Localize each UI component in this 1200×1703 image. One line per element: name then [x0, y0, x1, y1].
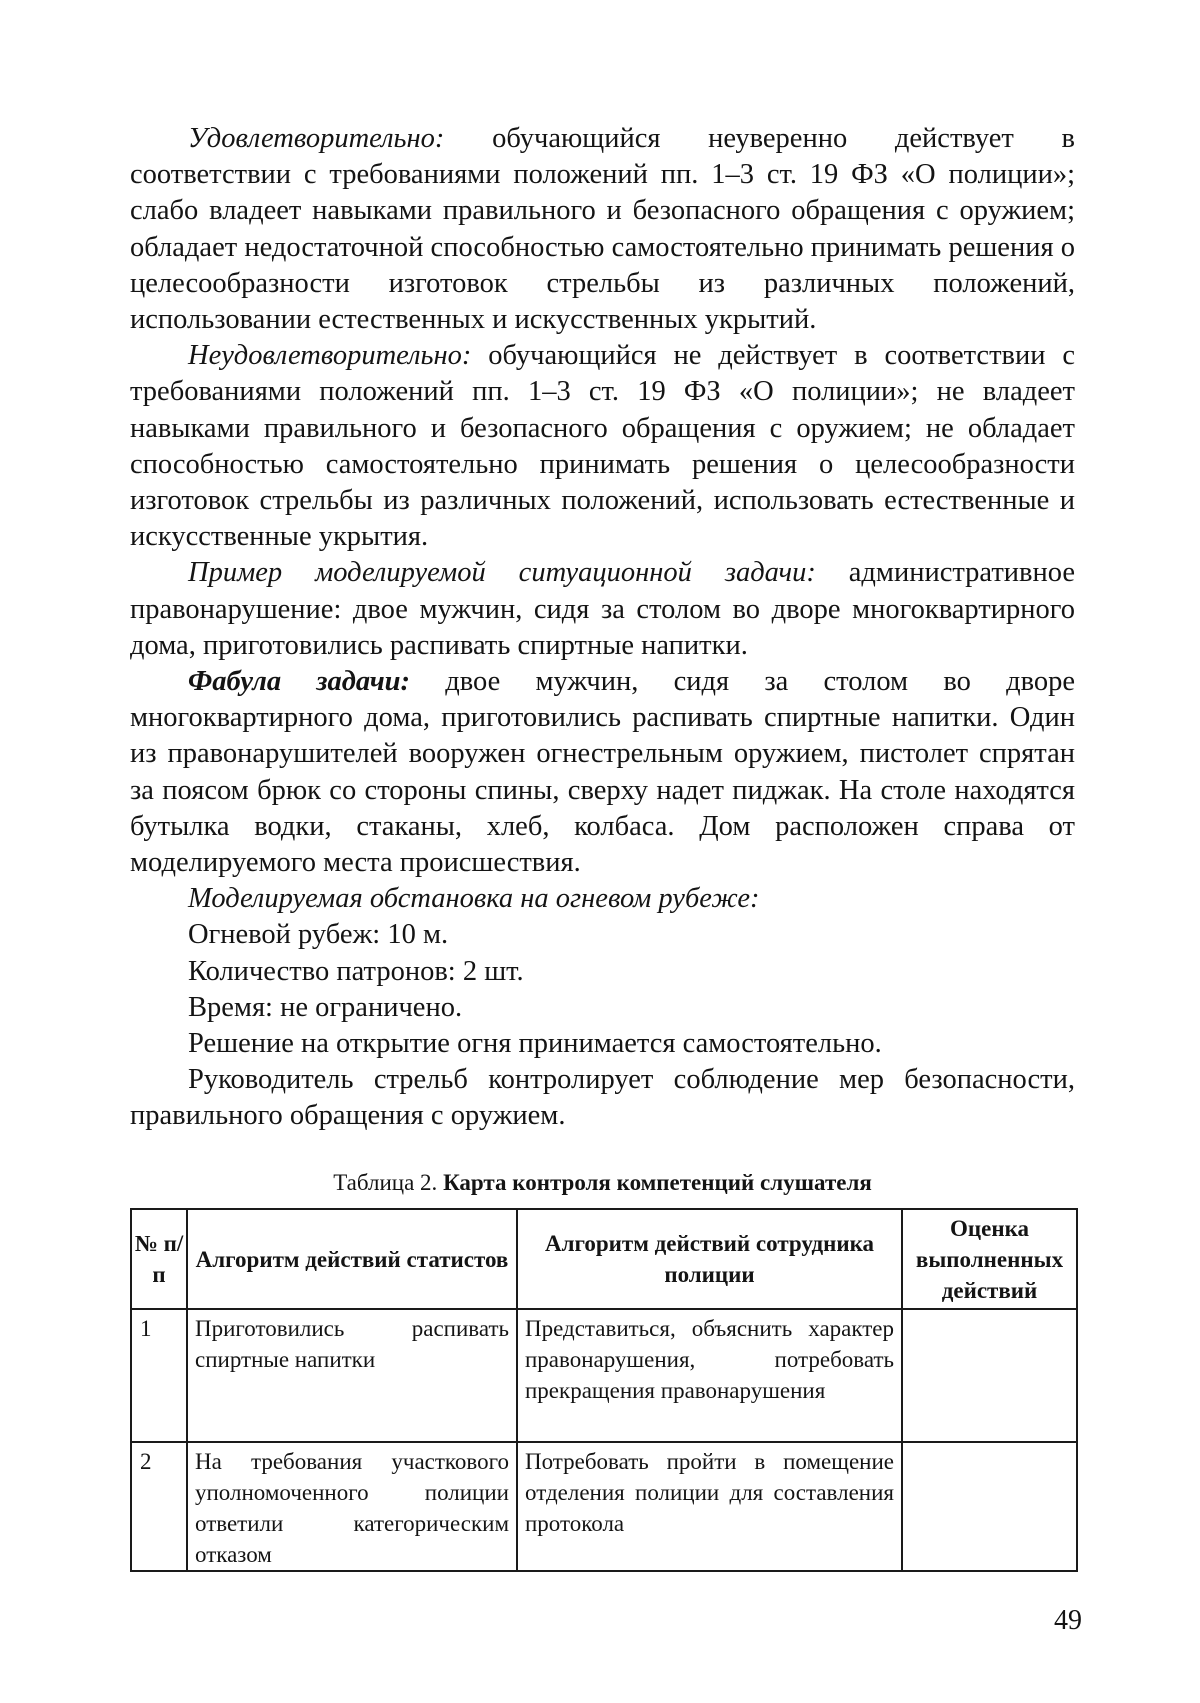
page-number: 49 [1054, 1605, 1082, 1636]
cell-statists: На требования участкового уполномоченного полиции ответили категорическим отказом [187, 1442, 517, 1571]
text-satisfactory: обучающийся неуверенно действует в соответствии с требованиями положений пп. 1–3 ст. 19 ФЗ «О полиции»; слабо владеет навыками правильного и безопасного обращения с оружием; обладает недостаточной способностью самостоятельно принимать решения о целесообразности изготовок стрельбы из различных положений, использовании естественных и искусственных укрытий. [130, 123, 1076, 336]
paragraph-example-task [130, 555, 1075, 664]
line-supervisor: Руководитель стрельб контролирует соблюдение мер безопасности, правильного обращения с оружием. [130, 1064, 1075, 1132]
label-task-plot: Фабула задачи: [188, 666, 411, 698]
line-firing-range: Огневой рубеж: 10 м. [188, 919, 449, 951]
line-decision: Решение на открытие огня принимается самостоятельно. [188, 1028, 882, 1060]
header-score: Оценка выполненных действий [902, 1209, 1077, 1309]
text-example-task: административное правонарушение: двое мужчин, сидя за столом во дворе многоквартирного дома, приготовились распивать спиртные напитки. [130, 557, 1075, 661]
table-caption [130, 1168, 1075, 1198]
label-example-task: Пример моделируемой ситуационной задачи: [188, 557, 816, 589]
table-row [131, 1309, 1077, 1442]
header-num: № п/п [131, 1209, 187, 1309]
table-header-row [131, 1209, 1077, 1309]
cell-officer: Представиться, объяснить характер правонарушения, потребовать прекращения правонарушения [517, 1309, 902, 1442]
table-caption-title: Карта контроля компетенций слушателя [443, 1170, 872, 1195]
body-text [130, 121, 1075, 1135]
table-row [131, 1442, 1077, 1571]
cell-num: 2 [131, 1442, 187, 1571]
line-time: Время: не ограничено. [188, 991, 463, 1023]
cell-num: 1 [131, 1309, 187, 1442]
competency-control-table [130, 1208, 1078, 1572]
text-task-plot: двое мужчин, сидя за столом во дворе многоквартирного дома, приготовились распивать спиртные напитки. Один из правонарушителей вооружен огнестрельным оружием, пистолет спрятан за поясом брюк со стороны спины, сверху надет пиджак. На столе находятся бутылка водки, стаканы, хлеб, колбаса. Дом расположен справа от моделируемого места происшествия. [130, 666, 1075, 879]
cell-score [902, 1442, 1077, 1571]
paragraph-task-plot [130, 664, 1075, 881]
label-satisfactory: Удовлетворительно: [188, 123, 445, 154]
text-unsatisfactory: обучающийся не действует в соответствии с требованиями положений пп. 1–3 ст. 19 ФЗ «О полиции»; не владеет навыками правильного и безопасного обращения с оружием; не обладает способностью самостоятельно принимать решения о целесообразности изготовок стрельбы из различных положений, использовать естественные и искусственные укрытия. [130, 340, 1075, 553]
paragraph-unsatisfactory [130, 338, 1075, 555]
header-statists: Алгоритм действий статистов [187, 1209, 517, 1309]
label-unsatisfactory: Неудовлетворительно: [188, 340, 472, 372]
cell-officer: Потребовать пройти в помещение отделения полиции для составления протокола [517, 1442, 902, 1571]
cell-statists: Приготовились распивать спиртные напитки [187, 1309, 517, 1442]
line-rounds: Количество патронов: 2 шт. [188, 955, 524, 987]
paragraph-satisfactory [130, 121, 1075, 338]
table-caption-prefix: Таблица 2. [333, 1170, 438, 1195]
heading-firing-line: Моделируемая обстановка на огневом рубеже: [188, 883, 760, 915]
cell-score [902, 1309, 1077, 1442]
header-officer: Алгоритм действий сотрудника полиции [517, 1209, 902, 1309]
